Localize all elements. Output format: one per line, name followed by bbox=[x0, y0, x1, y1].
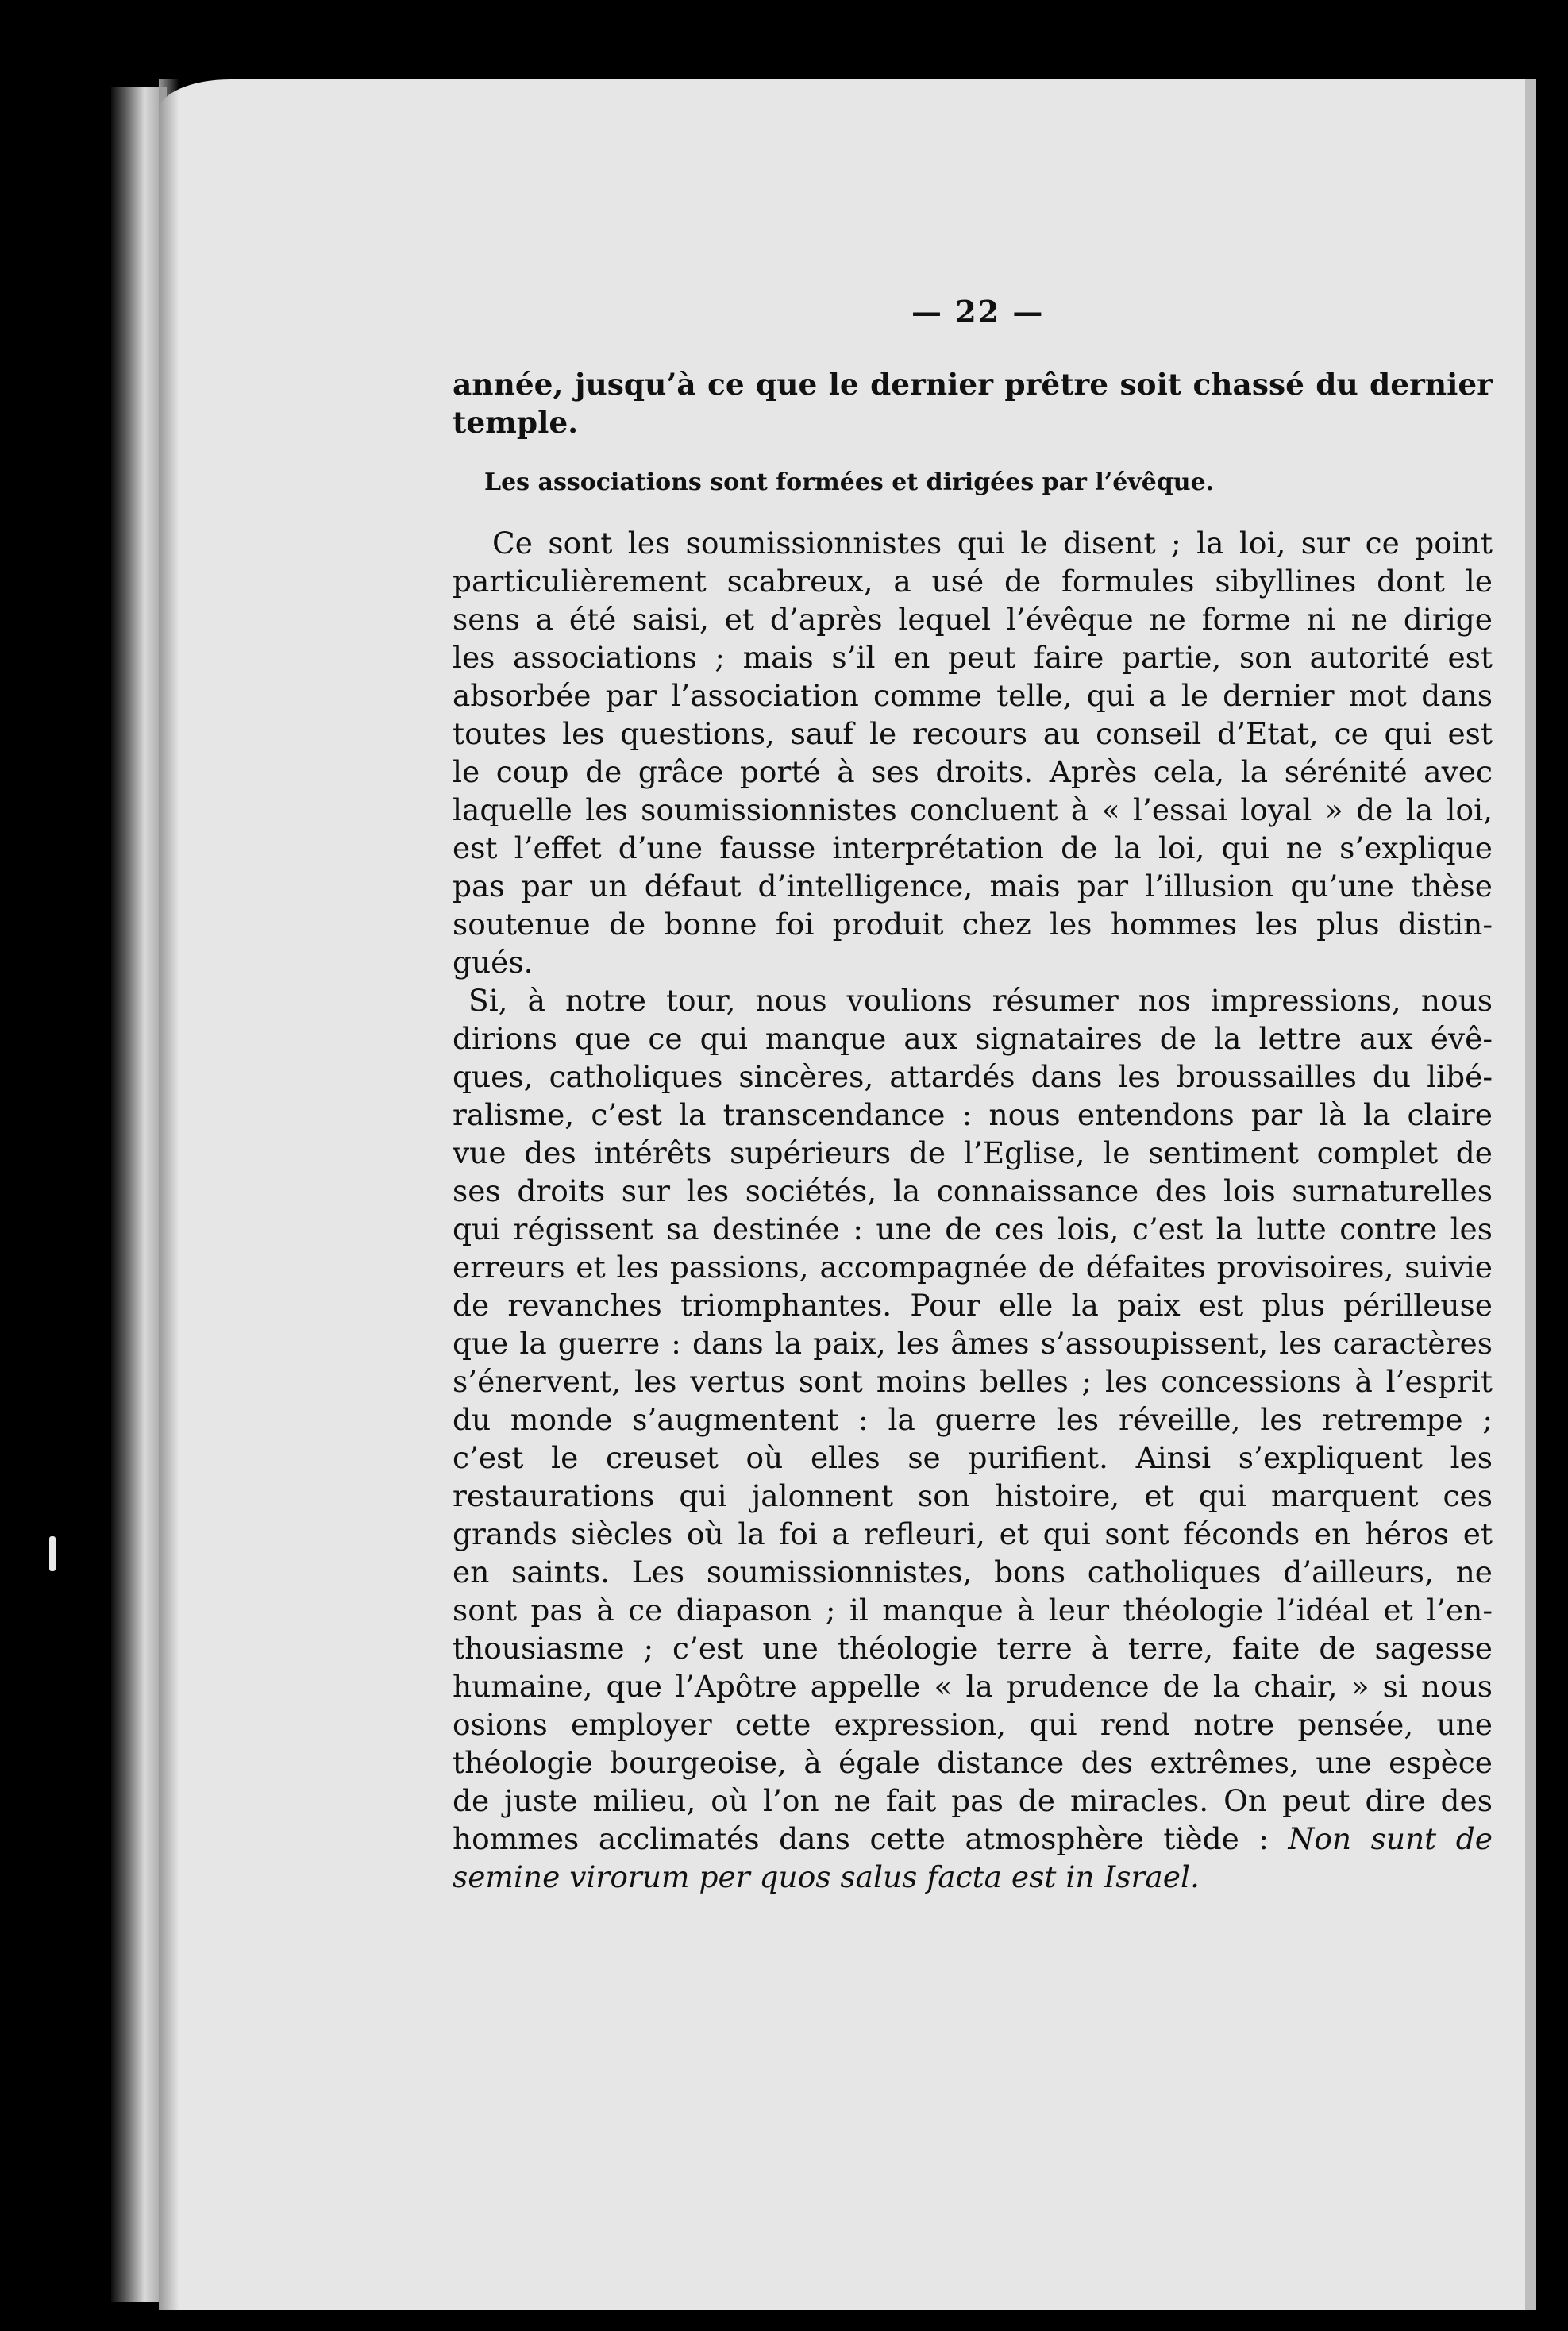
text-line: soutenue de bonne foi produit chez les hommes les plus distin- bbox=[453, 907, 1493, 942]
page-text bbox=[453, 365, 1493, 1896]
paragraph bbox=[453, 524, 1493, 562]
text-line: laquelle les soumissionnistes concluent à « l’essai loyal » de la loi, bbox=[453, 792, 1493, 827]
text-line: toutes les questions, sauf le recours au conseil d’Etat, ce qui est bbox=[453, 716, 1493, 751]
text-line: vue des intérêts supérieurs de l’Eglise, le sentiment complet de bbox=[453, 1135, 1493, 1170]
text-line: le coup de grâce porté à ses droits. Après cela, la sérénité avec bbox=[453, 754, 1493, 789]
text-line: thousiasme ; c’est une théologie terre à terre, faite de sagesse bbox=[453, 1631, 1493, 1666]
text-line: restaurations qui jalonnent son histoire, et qui marquent ces bbox=[453, 1478, 1493, 1513]
text-line: qui régissent sa destinée : une de ces lois, c’est la lutte contre les bbox=[453, 1212, 1493, 1246]
section-heading: Les associations sont formées et dirigées par l’évêque. bbox=[484, 468, 1215, 496]
text-span: hommes acclimatés dans cette atmosphère tiède : bbox=[453, 1821, 1289, 1856]
text-line: que la guerre : dans la paix, les âmes s’assoupissent, les caractères bbox=[453, 1326, 1493, 1361]
text-line: en saints. Les soumissionnistes, bons catholiques d’ailleurs, ne bbox=[453, 1555, 1493, 1589]
text-line-mixed bbox=[453, 1820, 1493, 1858]
text-line: gués. bbox=[453, 945, 534, 980]
text-line: osions employer cette expression, qui rend notre pensée, une bbox=[453, 1707, 1493, 1742]
text-line: les associations ; mais s’il en peut faire partie, son autorité est bbox=[453, 640, 1493, 675]
text-line: Si, à notre tour, nous voulions résumer nos impressions, nous bbox=[468, 983, 1493, 1018]
paragraph bbox=[453, 981, 1493, 1019]
text-line: théologie bourgeoise, à égale distance des extrêmes, une espèce bbox=[453, 1745, 1493, 1780]
margin-mark bbox=[49, 1536, 56, 1571]
text-line: grands siècles où la foi a refleuri, et qui sont féconds en héros et bbox=[453, 1516, 1493, 1551]
text-line: temple. bbox=[453, 405, 579, 440]
text-line: ques, catholiques sincères, attardés dans les broussailles du libé- bbox=[453, 1059, 1493, 1094]
text-line: de revanches triomphantes. Pour elle la paix est plus périlleuse bbox=[453, 1288, 1493, 1323]
text-line: dirions que ce qui manque aux signataires de la lettre aux évê- bbox=[453, 1021, 1493, 1056]
text-line: s’énervent, les vertus sont moins belles ; les concessions à l’esprit bbox=[453, 1364, 1493, 1399]
text-line: du monde s’augmentent : la guerre les réveille, les retrempe ; bbox=[453, 1402, 1493, 1437]
text-line: absorbée par l’association comme telle, qui a le dernier mot dans bbox=[453, 678, 1493, 713]
text-line: année, jusqu’à ce que le dernier prêtre soit chassé du dernier bbox=[453, 367, 1493, 402]
text-line: sens a été saisi, et d’après lequel l’évêque ne forme ni ne dirige bbox=[453, 602, 1493, 637]
page-gutter-shadow bbox=[159, 79, 179, 2310]
text-line: de juste milieu, où l’on ne fait pas de miracles. On peut dire des bbox=[453, 1783, 1493, 1818]
text-line: sont pas à ce diapason ; il manque à leur théologie l’idéal et l’en- bbox=[453, 1593, 1493, 1628]
latin-quote-line: semine virorum per quos salus facta est in Israel. bbox=[453, 1859, 1200, 1894]
text-line: c’est le creuset où elles se purifient. Ainsi s’expliquent les bbox=[453, 1440, 1493, 1475]
text-line: ses droits sur les sociétés, la connaissance des lois surnaturelles bbox=[453, 1173, 1493, 1208]
text-line: humaine, que l’Apôtre appelle « la prudence de la chair, » si nous bbox=[453, 1669, 1493, 1704]
text-line: particulièrement scabreux, a usé de formules sibyllines dont le bbox=[453, 564, 1493, 599]
text-line: pas par un défaut d’intelligence, mais par l’illusion qu’une thèse bbox=[453, 869, 1493, 904]
text-line: erreurs et les passions, accompagnée de défaites provisoires, suivie bbox=[453, 1250, 1493, 1285]
page-number: — 22 — bbox=[911, 294, 1045, 329]
latin-quote-span: Non sunt de bbox=[1288, 1821, 1493, 1856]
text-line: Ce sont les soumissionnistes qui le disent ; la loi, sur ce point bbox=[492, 526, 1493, 561]
text-line: est l’effet d’une fausse interprétation de la loi, qui ne s’explique bbox=[453, 830, 1493, 865]
text-line: ralisme, c’est la transcendance : nous entendons par là la claire bbox=[453, 1097, 1493, 1132]
page-edge bbox=[1525, 79, 1536, 2310]
